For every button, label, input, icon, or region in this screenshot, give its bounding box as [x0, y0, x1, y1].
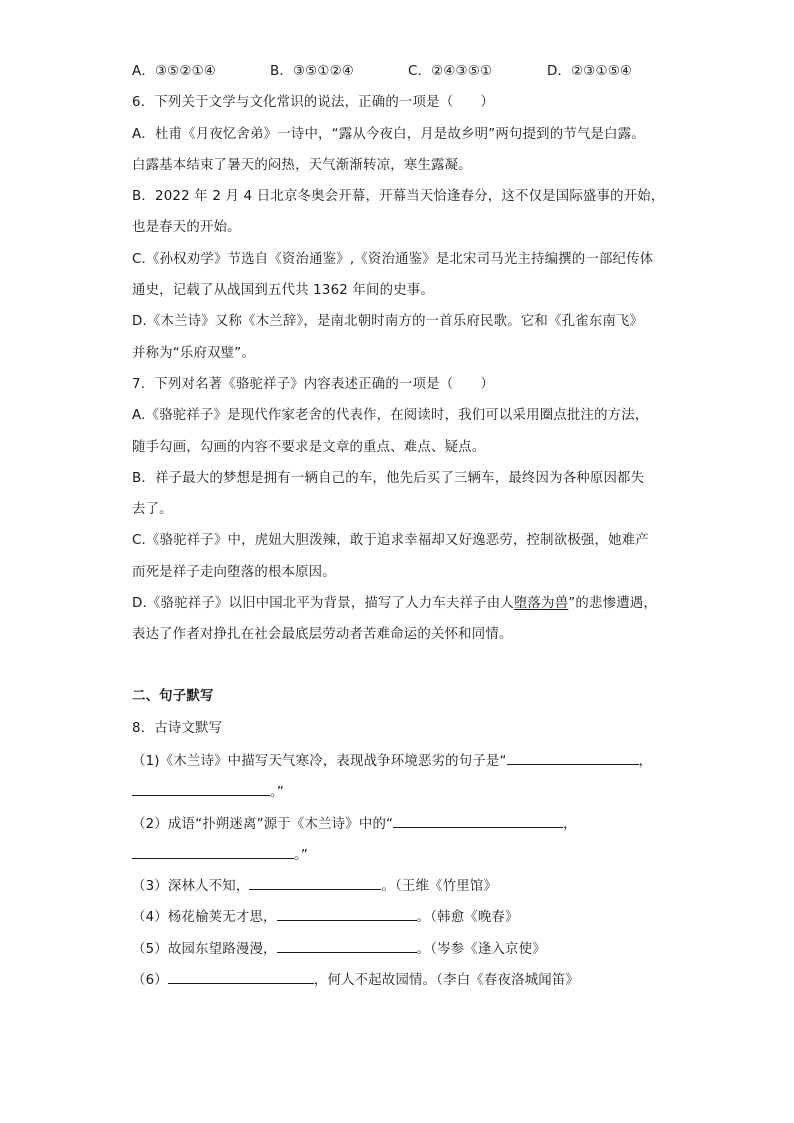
- q7-option-c: C.《骆驼祥子》中，虎妞大胆泼辣，敢于追求幸福却又好逸恶劳，控制欲极强，她难产: [132, 533, 649, 549]
- q7-option-b-cont: 去了。: [132, 502, 173, 518]
- q6-option-a-cont: 白露基本结束了暑天的闷热，天气渐渐转凉，寒生露凝。: [132, 157, 472, 173]
- answer-blank[interactable]: [168, 971, 314, 984]
- q8-item-5-text: （5）故园东望路漫漫，: [132, 941, 277, 957]
- q7-option-d-underlined: 堕落为兽: [513, 596, 569, 612]
- q8-item-1: [132, 752, 677, 768]
- q8-item-3-source: 。（王维《竹里馆》: [381, 879, 498, 895]
- q8-item-2: [132, 815, 677, 831]
- q8-item-2-end: 。”: [294, 847, 309, 863]
- q7-option-b: B．祥子最大的梦想是拥有一辆自己的车，他先后买了三辆车，最终因为各种原因都失: [132, 470, 645, 486]
- q7-option-d-cont: 表达了作者对挣扎在社会最底层劳动者苦难命运的关怀和同情。: [132, 627, 513, 643]
- q5-option-d: D．②③①⑤④: [547, 64, 633, 79]
- q5-option-b: B．③⑤①②④: [270, 64, 354, 79]
- q8-item-4-text: （4）杨花榆荚无才思，: [132, 910, 277, 926]
- answer-blank[interactable]: [393, 815, 563, 828]
- q7-option-d-text-end: ”的悲惨遭遇，: [568, 596, 657, 612]
- q6-option-a: A．杜甫《月夜忆舍弟》一诗中，“露从今夜白，月是故乡明”两句提到的节气是白露。: [132, 126, 645, 142]
- q7-stem: 7．下列对名著《骆驼祥子》内容表述正确的一项是（ ）: [132, 376, 495, 392]
- q5-option-a: A．③⑤②①④: [132, 64, 216, 79]
- q8-item-2-cont: [132, 846, 677, 862]
- answer-blank[interactable]: [132, 783, 270, 796]
- q6-option-b-cont: 也是春天的开始。: [132, 220, 241, 236]
- q8-item-1-text: （1)《木兰诗》中描写天气寒冷，表现战争环境恶劣的句子是“: [132, 753, 507, 769]
- section-heading: 二、句子默写: [132, 689, 214, 705]
- q7-option-c-cont: 而死是祥子走向堕落的根本原因。: [132, 564, 336, 580]
- document-page: [132, 64, 677, 1002]
- q8-item-2-text: （2）成语“扑朔迷离”源于《木兰诗》中的“: [132, 816, 394, 832]
- q7-option-d: [132, 596, 677, 612]
- q8-item-1-cont: [132, 783, 677, 799]
- q6-option-d-cont: 并称为“乐府双璧”。: [132, 345, 255, 361]
- q8-item-1-end: 。”: [270, 785, 285, 801]
- q8-item-6: [132, 971, 677, 987]
- q8-item-4: [132, 908, 677, 924]
- q7-option-d-text: D.《骆驼祥子》以旧中国北平为背景，描写了人力车夫祥子由人: [132, 596, 514, 612]
- q8-item-6-source: ，何人不起故园情。（李白《春夜洛城闻笛》: [313, 973, 580, 989]
- q6-stem: 6．下列关于文学与文化常识的说法，正确的一项是（ ）: [132, 95, 495, 111]
- answer-blank[interactable]: [277, 940, 417, 953]
- q5-option-c: C．②④③⑤①: [408, 64, 493, 79]
- q8-item-1-comma: ，: [638, 753, 653, 769]
- answer-blank[interactable]: [507, 752, 639, 765]
- q8-item-3-text: （3）深林人不知，: [132, 879, 250, 895]
- q8-item-3: [132, 877, 677, 893]
- q8-item-5-source: 。（岑参《逢入京使》: [416, 941, 546, 957]
- answer-blank[interactable]: [277, 908, 417, 921]
- q8-item-6-text: （6）: [132, 973, 168, 989]
- answer-blank[interactable]: [249, 877, 381, 890]
- q8-item-2-comma: ，: [563, 816, 577, 832]
- q7-option-a-cont: 随手勾画，勾画的内容不要求是文章的重点、难点、疑点。: [132, 439, 486, 455]
- q8-item-5: [132, 940, 677, 956]
- q8-item-4-source: 。（韩愈《晚春》: [416, 910, 519, 926]
- q6-option-b: B．2022 年 2 月 4 日北京冬奥会开幕，开幕当天恰逢春分，这不仅是国际盛事的开始，: [132, 189, 665, 205]
- q8-stem: 8．古诗文默写: [132, 720, 223, 736]
- answer-blank[interactable]: [132, 846, 294, 859]
- q6-option-d: D.《木兰诗》又称《木兰辞》，是南北朝时南方的一首乐府民歌。它和《孔雀东南飞》: [132, 314, 644, 330]
- q6-option-c-cont: 通史，记载了从战国到五代共 1362 年间的史事。: [132, 283, 435, 299]
- q7-option-a: A.《骆驼祥子》是现代作家老舍的代表作，在阅读时，我们可以采用圈点批注的方法，: [132, 408, 649, 424]
- q5-options: [132, 64, 677, 80]
- q6-option-c: C.《孙权劝学》节选自《资治通鉴》,《资治通鉴》是北宋司马光主持编撰的一部纪传体: [132, 251, 654, 267]
